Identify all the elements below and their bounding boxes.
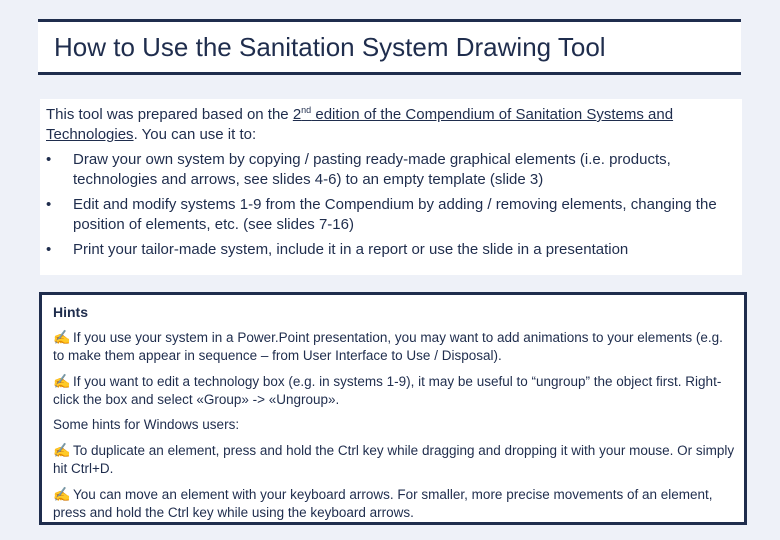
hint-text: If you use your system in a Power.Point presentation, you may want to add animations to your elements (e.g. to make them appear in sequence – from User Interface to Use / Disposal). <box>53 330 723 363</box>
title-box <box>38 19 741 75</box>
intro-text-before: This tool was prepared based on the <box>46 106 293 123</box>
bullet-icon: • <box>46 196 52 213</box>
hint-text: To duplicate an element, press and hold the Ctrl key while dragging and dropping it with your mouse. Or simply hit Ctrl+D. <box>53 443 735 476</box>
hint-item <box>53 372 737 409</box>
pointing-hand-icon: ✍ <box>53 486 71 502</box>
windows-hints-label: Some hints for Windows users: <box>53 417 240 432</box>
intro-text <box>46 105 736 265</box>
list-item <box>46 150 736 190</box>
list-item <box>46 240 736 260</box>
compendium-link-rest: edition of the Compendium of Sanitation Systems and Technologies <box>46 106 674 143</box>
pointing-hand-icon: ✍ <box>53 442 71 458</box>
page-title: How to Use the Sanitation System Drawing Tool <box>54 32 606 62</box>
compendium-link-sup: nd <box>301 105 312 115</box>
bullet-icon: • <box>46 151 52 168</box>
hints-heading: Hints <box>53 304 88 320</box>
hint-item <box>53 328 737 365</box>
hints-box <box>39 292 747 525</box>
pointing-hand-icon: ✍ <box>53 329 71 345</box>
intro-box <box>40 99 742 275</box>
list-item-text: Edit and modify systems 1-9 from the Compendium by adding / removing elements, changing the position of elements, etc. (see slides 7-16) <box>73 196 717 233</box>
hint-text: You can move an element with your keyboard arrows. For smaller, more precise movements of an element, press and hold the Ctrl key while using the keyboard arrows. <box>53 487 713 520</box>
pointing-hand-icon: ✍ <box>53 373 71 389</box>
hint-item <box>53 485 737 522</box>
list-item-text: Draw your own system by copying / pasting ready-made graphical elements (i.e. products, technologies and arrows, see slides 4-6) to an empty template (slide 3) <box>73 151 671 188</box>
intro-text-after: . You can use it to: <box>133 126 257 143</box>
bullet-icon: • <box>46 241 52 258</box>
hint-item <box>53 441 737 478</box>
list-item <box>46 195 736 235</box>
usage-list <box>46 150 736 260</box>
hints-content <box>53 303 737 529</box>
compendium-link-num: 2 <box>292 106 302 123</box>
hint-text: If you want to edit a technology box (e.g. in systems 1-9), it may be useful to “ungroup” the object first. Right-click the box and select «Group» -> «Ungroup». <box>53 374 722 407</box>
list-item-text: Print your tailor-made system, include it in a report or use the slide in a presentation <box>73 241 629 258</box>
